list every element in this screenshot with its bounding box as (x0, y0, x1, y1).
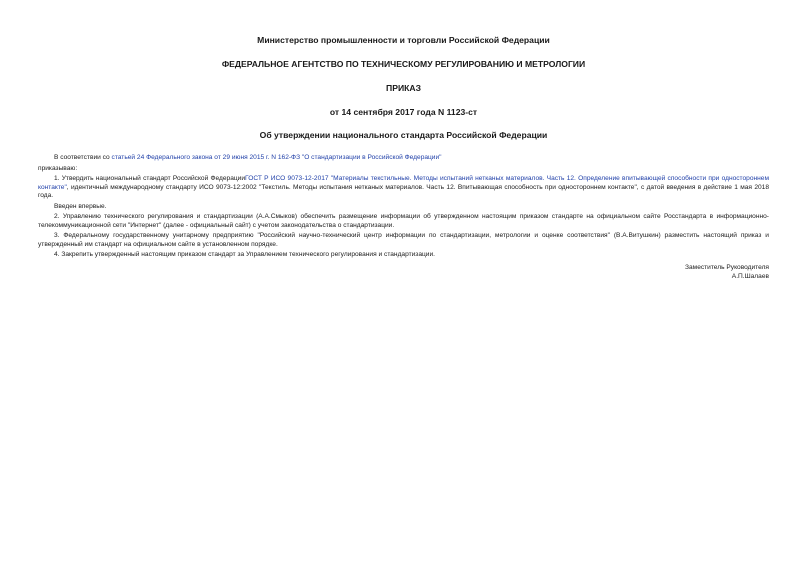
gost-standard-link[interactable]: ГОСТ Р ИСО 9073-12-2017 "Материалы текстильные. Методы испытаний нетканых материалов. Часть 12. Определение впитывающей способности при одностороннем контакте" (38, 175, 769, 191)
agency-heading: ФЕДЕРАЛЬНОЕ АГЕНТСТВО ПО ТЕХНИЧЕСКОМУ РЕГУЛИРОВАНИЮ И МЕТРОЛОГИИ (221, 59, 586, 69)
item-4-paragraph: 4. Закрепить утвержденный настоящим приказом стандарт за Управлением технического регулирования и стандартизации. (54, 251, 435, 259)
signature-position: Заместитель Руководителя (685, 263, 769, 271)
item-2-paragraph: 2. Управлению технического регулирования и стандартизации (А.А.Смыков) обеспечить размещение информации об утвержденном настоящим приказом стандарте на официальном сайте Росстандарта в информационно-телекоммуникационной сети "Интернет" (далее - официальный сайт) с учетом законодательства о стандартизации. (38, 213, 769, 229)
document-body (38, 154, 769, 260)
federal-law-link[interactable]: статьей 24 Федерального закона от 29 июня 2015 г. N 162-ФЗ "О стандартизации в Российской Федерации" (111, 154, 442, 161)
subject-heading: Об утверждении национального стандарта Российской Федерации (259, 130, 548, 140)
item-3-paragraph: 3. Федеральному государственному унитарному предприятию "Российский научно-технический центр информации по стандартизации, метрологии и оценке соответствия" (В.А.Витушкин) разместить настоящий приказ и утвержденный им стандарт на официальном сайте в установленном порядке. (38, 232, 769, 248)
item-1-paragraph (38, 175, 769, 200)
signature-name: А.П.Шалаев (731, 272, 769, 280)
ordering-paragraph: приказываю: (38, 164, 78, 172)
intro-paragraph (38, 154, 769, 162)
item-1-suffix: , идентичный международному стандарту ИСО 9073-12:2002 "Текстиль. Методы испытания нетканых материалов. Часть 12. Впитывающая способность при одностороннем контакте", с датой введения в действие 1 мая 2018 года. (38, 183, 769, 199)
introduced-paragraph: Введен впервые. (54, 202, 107, 210)
signature-block (38, 263, 769, 281)
intro-prefix: В соответствии со (54, 154, 112, 161)
item-1-prefix: 1. Утвердить национальный стандарт Российской Федерации (54, 175, 246, 183)
ministry-heading: Министерство промышленности и торговли Российской Федерации (257, 35, 550, 45)
date-number-heading: от 14 сентября 2017 года N 1123-ст (329, 107, 478, 117)
doc-type-heading: ПРИКАЗ (386, 83, 421, 93)
